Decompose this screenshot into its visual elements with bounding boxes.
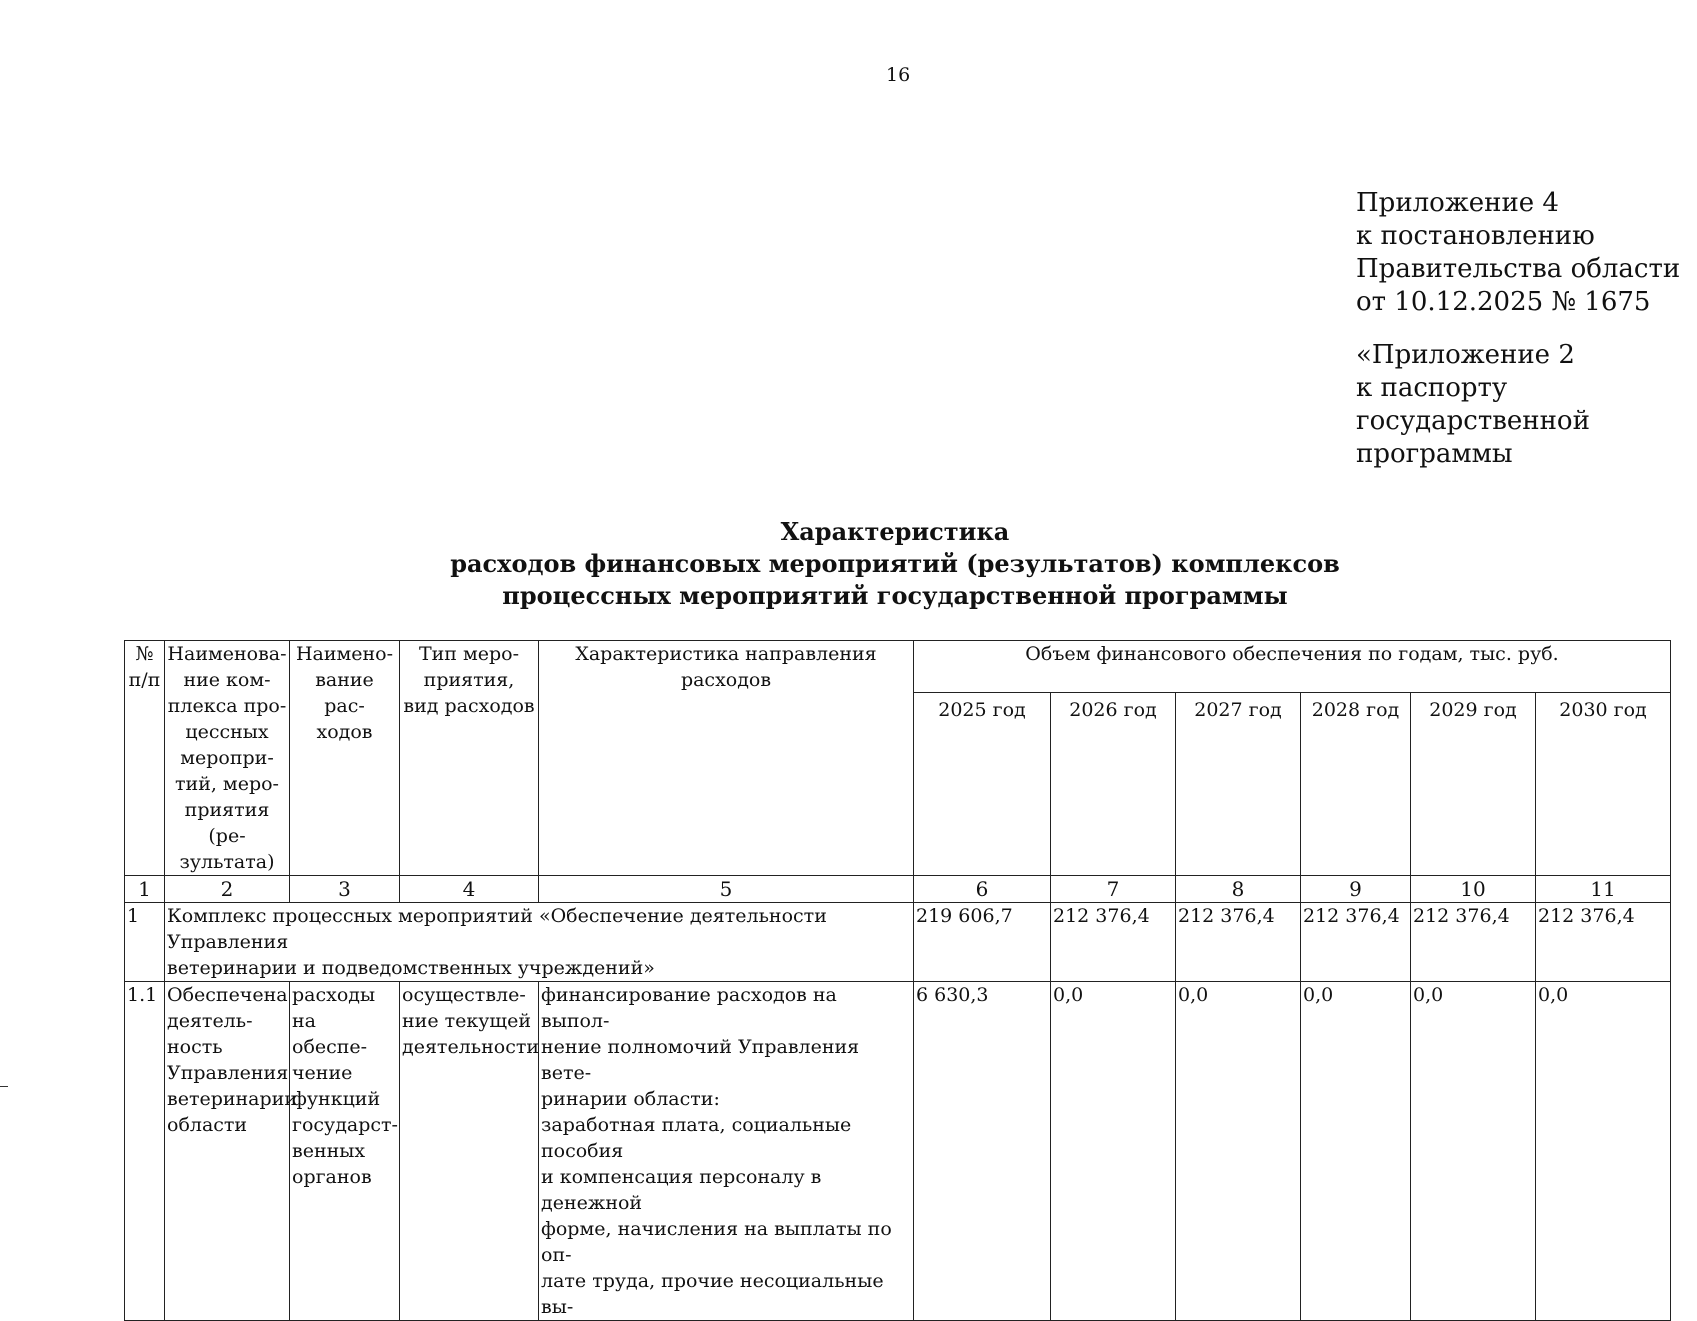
appendix-line: к постановлению xyxy=(1356,221,1595,251)
appendix-line: к паспорту xyxy=(1356,373,1508,403)
appendix-line: Правительства области xyxy=(1356,254,1681,284)
column-number: 8 xyxy=(1176,876,1301,903)
margin-mark xyxy=(0,1086,8,1087)
appendix-line: «Приложение 2 xyxy=(1356,340,1575,370)
row-number: 1 xyxy=(125,903,165,982)
complex-name: Комплекс процессных мероприятий «Обеспечение деятельности Управления ветеринарии и подведомственных учреждений» xyxy=(165,903,914,982)
value-2030: 0,0 xyxy=(1536,982,1671,1321)
page-number: 16 xyxy=(886,64,911,86)
header-year: 2026 год xyxy=(1051,693,1176,876)
column-number: 11 xyxy=(1536,876,1671,903)
value-2026: 0,0 xyxy=(1051,982,1176,1321)
value-2030: 212 376,4 xyxy=(1536,903,1671,982)
header-activity-type: Тип меро- приятия, вид расходов xyxy=(400,641,539,876)
header-complex-name: Наименова- ние ком- плекса про- цессных меропри- тий, меро- приятия (ре- зультата) xyxy=(165,641,290,876)
value-2025: 219 606,7 xyxy=(914,903,1051,982)
header-row xyxy=(125,641,1671,693)
value-2027: 212 376,4 xyxy=(1176,903,1301,982)
value-2027: 0,0 xyxy=(1176,982,1301,1321)
header-description: Характеристика направления расходов xyxy=(539,641,914,876)
column-number: 5 xyxy=(539,876,914,903)
column-number: 7 xyxy=(1051,876,1176,903)
expenses-table xyxy=(124,640,1671,1321)
expense-name: расходы на обеспе- чение функций государст- венных органов xyxy=(290,982,400,1321)
table-row xyxy=(125,982,1671,1321)
header-year: 2030 год xyxy=(1536,693,1671,876)
column-number: 10 xyxy=(1411,876,1536,903)
expense-description: финансирование расходов на выпол- нение полномочий Управления вете- ринарии области: заработная плата, социальные пособия и компенсация персоналу в денежной форме, начисления на выплаты по оп- лате труда, прочие несоциальные вы- xyxy=(539,982,914,1321)
header-year: 2029 год xyxy=(1411,693,1536,876)
appendix-line: от 10.12.2025 № 1675 xyxy=(1356,287,1651,317)
appendix-line: Приложение 4 xyxy=(1356,188,1559,218)
title-line: расходов финансовых мероприятий (результатов) комплексов xyxy=(450,549,1340,578)
header-year: 2028 год xyxy=(1301,693,1411,876)
appendix-line: государственной xyxy=(1356,406,1590,436)
header-no: № п/п xyxy=(125,641,165,876)
document-title xyxy=(390,516,1400,612)
activity-name: Обеспечена деятель- ность Управления ветеринарии области xyxy=(165,982,290,1321)
header-year: 2025 год xyxy=(914,693,1051,876)
title-line: процессных мероприятий государственной программы xyxy=(502,581,1288,610)
header-funding: Объем финансового обеспечения по годам, тыс. руб. xyxy=(914,641,1671,693)
value-2029: 212 376,4 xyxy=(1411,903,1536,982)
column-number-row xyxy=(125,876,1671,903)
value-2028: 212 376,4 xyxy=(1301,903,1411,982)
value-2026: 212 376,4 xyxy=(1051,903,1176,982)
value-2029: 0,0 xyxy=(1411,982,1536,1321)
title-line: Характеристика xyxy=(780,517,1010,546)
appendix-line: программы xyxy=(1356,439,1513,469)
value-2028: 0,0 xyxy=(1301,982,1411,1321)
row-number: 1.1 xyxy=(125,982,165,1321)
column-number: 1 xyxy=(125,876,165,903)
column-number: 2 xyxy=(165,876,290,903)
column-number: 6 xyxy=(914,876,1051,903)
column-number: 4 xyxy=(400,876,539,903)
appendix-block xyxy=(1356,187,1680,471)
activity-type: осуществле- ние текущей деятельности xyxy=(400,982,539,1321)
header-year: 2027 год xyxy=(1176,693,1301,876)
value-2025: 6 630,3 xyxy=(914,982,1051,1321)
header-expense-name: Наимено- вание рас- ходов xyxy=(290,641,400,876)
column-number: 3 xyxy=(290,876,400,903)
table-row xyxy=(125,903,1671,982)
column-number: 9 xyxy=(1301,876,1411,903)
